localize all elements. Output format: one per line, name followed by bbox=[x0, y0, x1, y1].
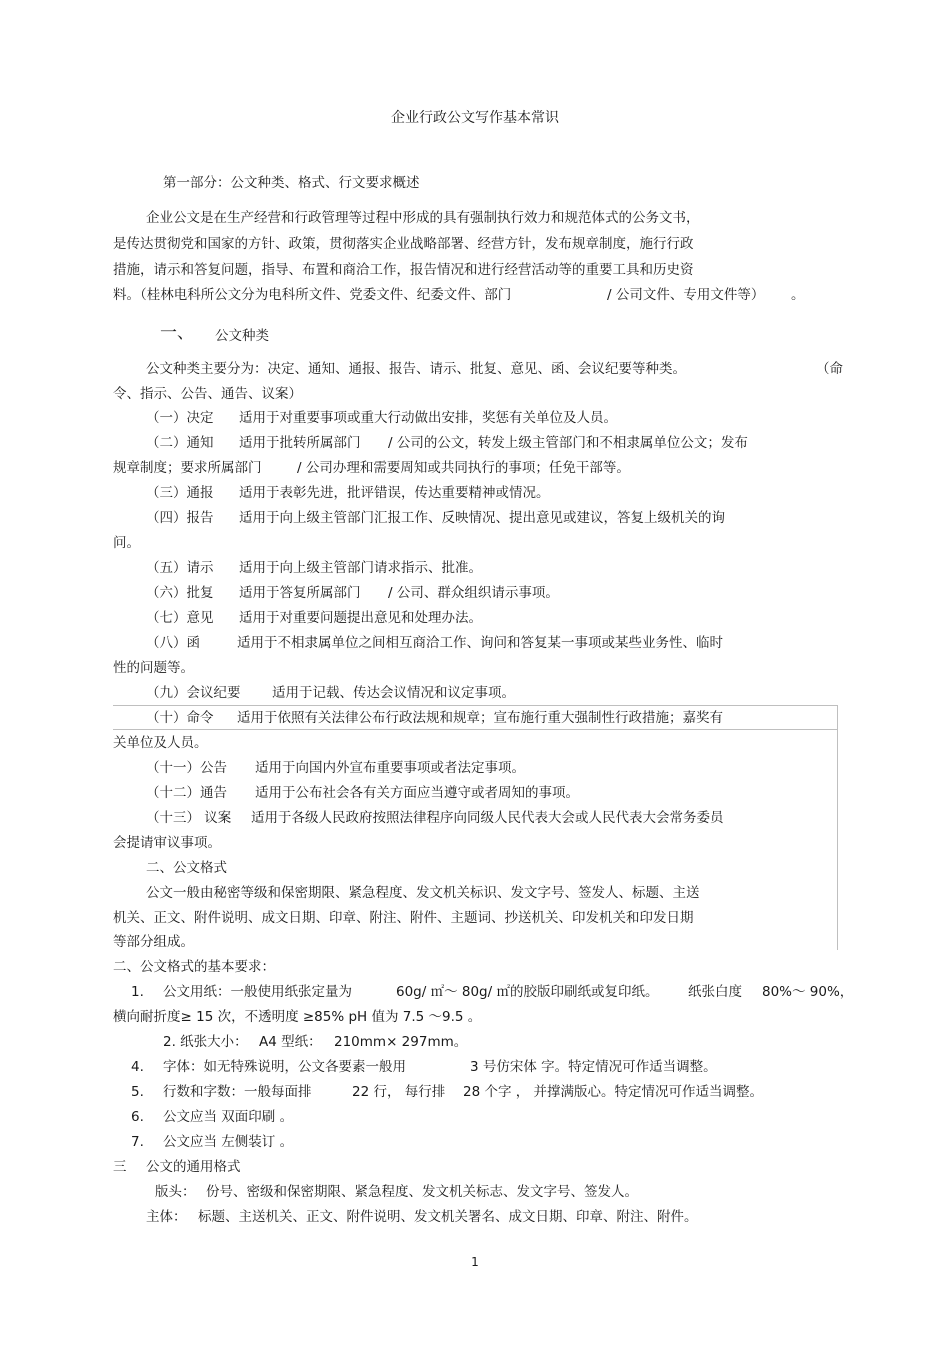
page-number: 1 bbox=[471, 1255, 479, 1269]
format-intro-line-3: 等部分组成。 bbox=[113, 934, 194, 950]
types-intro-cont: 令、指示、公告、通告、议案） bbox=[113, 386, 302, 402]
intro-line-4c: 。 bbox=[791, 287, 805, 303]
type-text: 适用于表彰先进，批评错误，传达重要精神或情况。 bbox=[239, 485, 550, 501]
type-text-b: / 公司、群众组织请示事项。 bbox=[388, 585, 559, 601]
type-text: 适用于各级人民政府按照法律程序向同级人民代表大会或人民代表大会常务委员 bbox=[251, 810, 724, 826]
body-text: 标题、主送机关、正文、附件说明、发文机关署名、成文日期、印章、附注、附件。 bbox=[198, 1209, 698, 1225]
section2-heading: 二、公文格式 bbox=[146, 860, 227, 876]
req2-text-b: A4 型纸： bbox=[259, 1034, 322, 1050]
type-name: （四）报告 bbox=[146, 510, 214, 526]
req4-text-a: 字体：如无特殊说明，公文各要素一般用 bbox=[163, 1059, 406, 1075]
type-text: 适用于对重要事项或重大行动做出安排，奖惩有关单位及人员。 bbox=[239, 410, 617, 426]
banhead-text: 份号、密级和保密期限、紧急程度、发文机关标志、发文字号、签发人。 bbox=[206, 1184, 638, 1200]
type-name: （九）会议纪要 bbox=[146, 685, 241, 701]
type-cont: 性的问题等。 bbox=[113, 660, 194, 676]
type-cont: 会提请审议事项。 bbox=[113, 835, 221, 851]
intro-line-3: 措施，请示和答复问题，指导、布置和商洽工作，报告情况和进行经营活动等的重要工具和历史资 bbox=[113, 262, 694, 278]
format-intro-line-2: 机关、正文、附件说明、成文日期、印章、附注、附件、主题词、抄送机关、印发机关和印发日期 bbox=[113, 910, 694, 926]
req4-text-b: 3 号仿宋体 字。特定情况可作适当调整。 bbox=[470, 1059, 717, 1075]
req-number: 4. bbox=[131, 1059, 144, 1075]
requirements-heading: 二、公文格式的基本要求： bbox=[113, 959, 275, 975]
req5-text-b: 22 行， 每行排 bbox=[352, 1084, 446, 1100]
type-name: （五）请示 bbox=[146, 560, 214, 576]
req1-text-a: 公文用纸：一般使用纸张定量为 bbox=[163, 984, 352, 1000]
type-name: （七）意见 bbox=[146, 610, 214, 626]
types-intro: 公文种类主要分为：决定、通知、通报、报告、请示、批复、意见、函、会议纪要等种类。 bbox=[146, 361, 686, 377]
banhead-label: 版头： bbox=[155, 1184, 196, 1200]
divider-line bbox=[837, 705, 838, 950]
type-text: 适用于向上级主管部门请求指示、批准。 bbox=[239, 560, 482, 576]
req1-text-c: 纸张白度 bbox=[688, 984, 742, 1000]
type-text: 适用于向上级主管部门汇报工作、反映情况、提出意见或建议，答复上级机关的询 bbox=[239, 510, 725, 526]
document-title: 企业行政公文写作基本常识 bbox=[391, 110, 559, 126]
req-number: 1. bbox=[131, 984, 144, 1000]
req1-text-b: 60g/ ㎡～ 80g/ ㎡的胶版印刷纸或复印纸。 bbox=[396, 984, 659, 1000]
req2-text-a: 2. 纸张大小： bbox=[163, 1034, 248, 1050]
req2-text-c: 210mm× 297mm。 bbox=[334, 1034, 468, 1050]
req-number: 6. bbox=[131, 1109, 144, 1125]
type-cont: 问。 bbox=[113, 535, 140, 551]
intro-line-4: 料。（桂林电科所公文分为电科所文件、党委文件、纪委文件、部门 bbox=[113, 287, 512, 303]
req1-text-d: 80%～ 90%， bbox=[762, 984, 854, 1000]
section1-number: 一、 bbox=[160, 323, 194, 343]
type-cont: 关单位及人员。 bbox=[113, 735, 208, 751]
format-intro-line-1: 公文一般由秘密等级和保密期限、紧急程度、发文机关标识、发文字号、签发人、标题、主送 bbox=[146, 885, 700, 901]
type-cont-b: / 公司办理和需要周知或共同执行的事项；任免干部等。 bbox=[297, 460, 630, 476]
type-name: （一）决定 bbox=[146, 410, 214, 426]
body-label: 主体： bbox=[146, 1209, 187, 1225]
type-text: 适用于不相隶属单位之间相互商洽工作、询问和答复某一事项或某些业务性、临时 bbox=[237, 635, 723, 651]
req5-text-a: 行数和字数：一般每面排 bbox=[163, 1084, 312, 1100]
req-number: 7. bbox=[131, 1134, 144, 1150]
type-text: 适用于记载、传达会议情况和议定事项。 bbox=[272, 685, 515, 701]
type-text: 适用于向国内外宣布重要事项或者法定事项。 bbox=[255, 760, 525, 776]
intro-line-4b: / 公司文件、专用文件等） bbox=[607, 287, 765, 303]
req6-text: 公文应当 双面印刷 。 bbox=[163, 1109, 294, 1125]
type-text: 适用于公布社会各有关方面应当遵守或者周知的事项。 bbox=[255, 785, 579, 801]
req-number: 5. bbox=[131, 1084, 144, 1100]
type-name: （二）通知 bbox=[146, 435, 214, 451]
part1-heading: 第一部分：公文种类、格式、行文要求概述 bbox=[163, 175, 420, 191]
intro-line-2: 是传达贯彻党和国家的方针、政策，贯彻落实企业战略部署、经营方针，发布规章制度，施行行政 bbox=[113, 236, 694, 252]
req5-text-c: 28 个字 ， 并撑满版心。特定情况可作适当调整。 bbox=[463, 1084, 764, 1100]
section3-title: 公文的通用格式 bbox=[146, 1159, 241, 1175]
section3-number: 三 bbox=[113, 1159, 127, 1175]
intro-line-1: 企业公文是在生产经营和行政管理等过程中形成的具有强制执行效力和规范体式的公务文书， bbox=[146, 210, 700, 226]
type-text: 适用于依照有关法律公布行政法规和规章；宣布施行重大强制性行政措施；嘉奖有 bbox=[237, 710, 723, 726]
type-text: 适用于对重要问题提出意见和处理办法。 bbox=[239, 610, 482, 626]
type-cont: 规章制度；要求所属部门 bbox=[113, 460, 262, 476]
types-intro-b: （命 bbox=[816, 361, 843, 377]
divider-line bbox=[113, 729, 838, 730]
type-name: （十一）公告 bbox=[146, 760, 227, 776]
type-name: （十二）通告 bbox=[146, 785, 227, 801]
req7-text: 公文应当 左侧装订 。 bbox=[163, 1134, 294, 1150]
type-name: （八）函 bbox=[146, 635, 200, 651]
section1-title: 公文种类 bbox=[215, 328, 269, 344]
req1-cont: 横向耐折度≥ 15 次，不透明度 ≥85% pH 值为 7.5 ～9.5 。 bbox=[113, 1009, 482, 1025]
type-text-b: / 公司的公文，转发上级主管部门和不相隶属单位公文；发布 bbox=[388, 435, 748, 451]
type-name: （三）通报 bbox=[146, 485, 214, 501]
type-name: （十三） 议案 bbox=[146, 810, 232, 826]
type-name: （六）批复 bbox=[146, 585, 214, 601]
type-name: （十）命令 bbox=[146, 710, 214, 726]
type-text: 适用于答复所属部门 bbox=[239, 585, 361, 601]
divider-line bbox=[113, 705, 838, 706]
type-text: 适用于批转所属部门 bbox=[239, 435, 361, 451]
